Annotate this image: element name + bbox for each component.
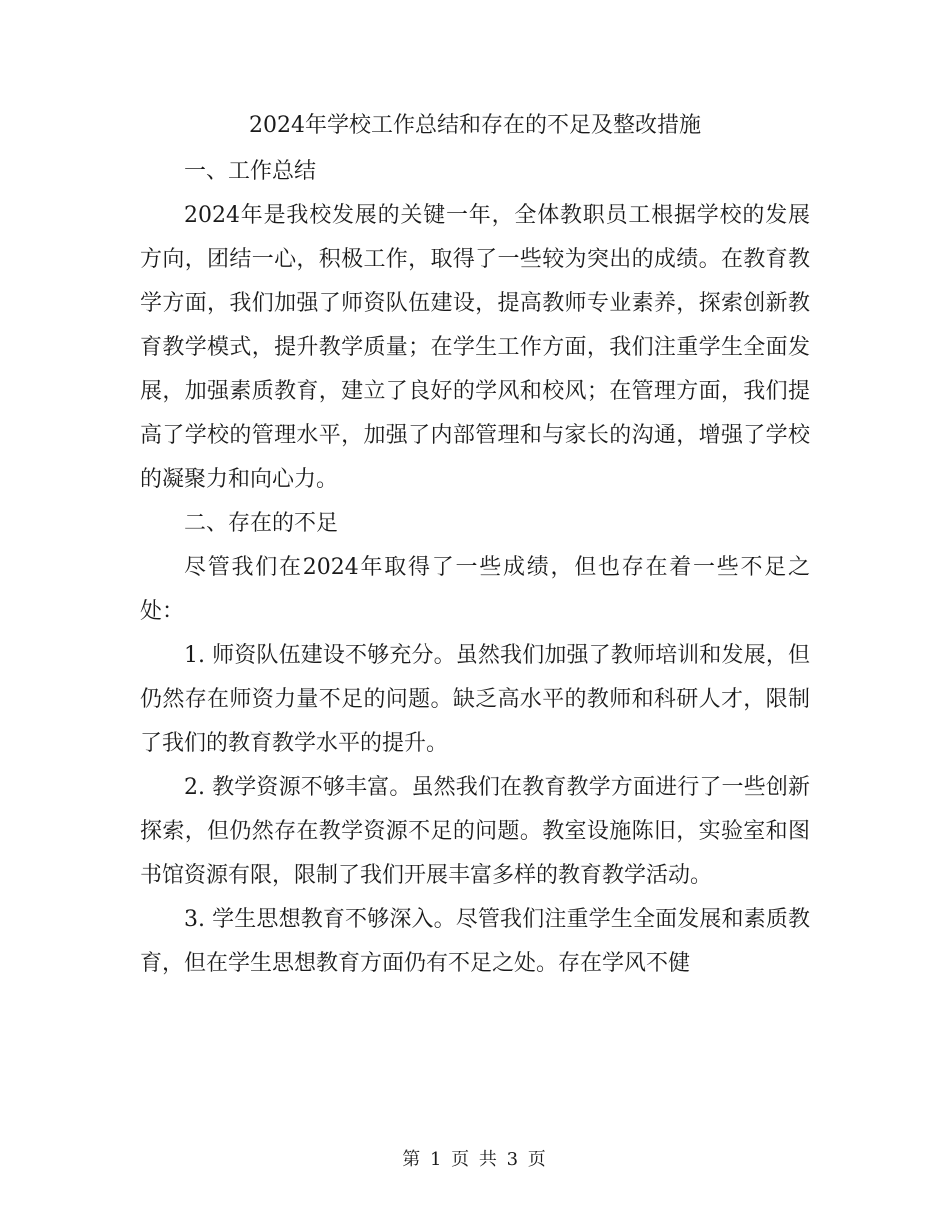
- page-number-footer: 第 1 页 共 3 页: [402, 1149, 548, 1170]
- list-item-resources: 2. 教学资源不够丰富。虽然我们在教育教学方面进行了一些创新探索，但仍然存在教学资源不足的问题。教室设施陈旧，实验室和图书馆资源有限，限制了我们开展丰富多样的教育教学活动。: [140, 775, 810, 888]
- document-body: [140, 150, 810, 986]
- list-item-ideology-education: 3. 学生思想教育不够深入。尽管我们注重学生全面发展和素质教育，但在学生思想教育方面仍有不足之处。存在学风不健: [140, 907, 810, 976]
- paragraph-work-summary: 2024年是我校发展的关键一年，全体教职员工根据学校的发展方向，团结一心，积极工作，取得了一些较为突出的成绩。在教育教学方面，我们加强了师资队伍建设，提高教师专业素养，探索创新教育教学模式，提升教学质量；在学生工作方面，我们注重学生全面发展，加强素质教育，建立了良好的学风和校风；在管理方面，我们提高了学校的管理水平，加强了内部管理和与家长的沟通，增强了学校的凝聚力和向心力。: [140, 203, 810, 492]
- section-heading-shortcomings: 二、存在的不足: [184, 511, 339, 536]
- list-item-teachers: 1. 师资队伍建设不够充分。虽然我们加强了教师培训和发展，但仍然存在师资力量不足的问题。缺乏高水平的教师和科研人才，限制了我们的教育教学水平的提升。: [140, 643, 810, 756]
- paragraph-shortcomings-intro: 尽管我们在2024年取得了一些成绩，但也存在着一些不足之处：: [140, 555, 810, 624]
- document-title: 2024年学校工作总结和存在的不足及整改措施: [249, 113, 701, 138]
- section-heading-work-summary: 一、工作总结: [184, 159, 317, 184]
